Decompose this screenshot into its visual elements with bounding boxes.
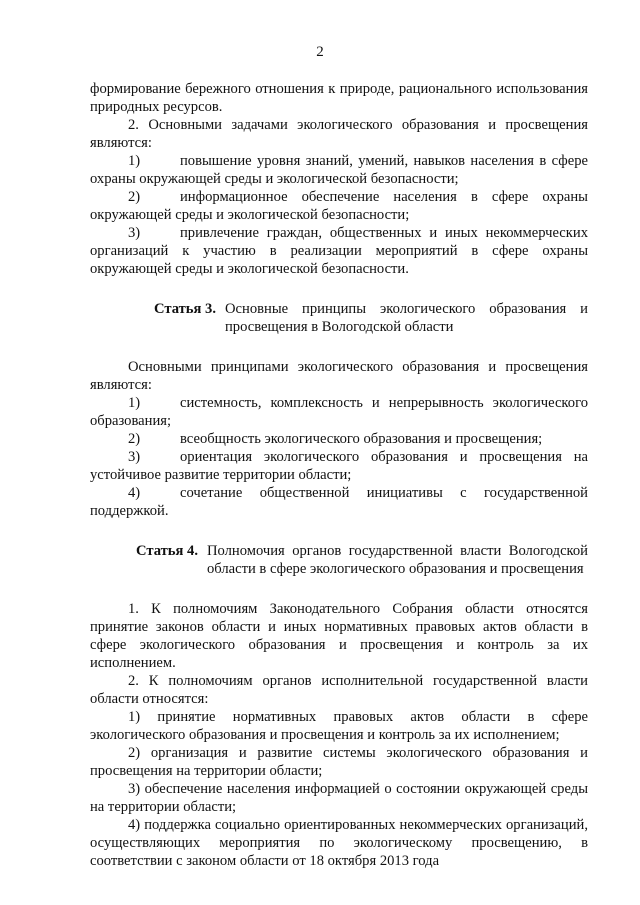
list-item-number: 1) bbox=[128, 395, 141, 411]
list-item-number: 2) bbox=[128, 189, 141, 205]
list-item bbox=[90, 448, 588, 484]
list-item bbox=[90, 152, 588, 188]
paragraph-legislative-powers: 1. К полномочиям Законодательного Собрания области относятся принятие законов области и иных нормативных правовых актов области в сфере экологического образования и просвещения и контроль за их исполнением. bbox=[90, 601, 588, 671]
article-4-heading bbox=[90, 542, 588, 578]
list-item: 2) организация и развитие системы экологического образования и просвещения на территории области; bbox=[90, 745, 588, 779]
list-item-number: 1) bbox=[128, 153, 141, 169]
list-item: 4) поддержка социально ориентированных некоммерческих организаций, осуществляющих мероприятия по экологическому просвещению, в соответствии с законом области от 18 октября 2013 года bbox=[90, 817, 588, 869]
list-item: 3) обеспечение населения информацией о состоянии окружающей среды на территории области; bbox=[90, 781, 588, 815]
list-item bbox=[90, 484, 588, 520]
paragraph-principles-intro: Основными принципами экологического образования и просвещения являются: bbox=[90, 359, 588, 393]
article-label: Статья 3. bbox=[154, 301, 216, 317]
article-label: Статья 4. bbox=[136, 543, 198, 559]
list-item-text: системность, комплексность и непрерывность экологического образования; bbox=[90, 395, 588, 429]
list-item-text: сочетание общественной инициативы с государственной поддержкой. bbox=[90, 485, 588, 519]
article-title: Основные принципы экологического образования и просвещения в Вологодской области bbox=[225, 301, 588, 335]
list-item bbox=[90, 430, 588, 448]
list-item-text: информационное обеспечение населения в сфере охраны окружающей среды и экологической безопасности; bbox=[90, 189, 588, 223]
list-item-text: всеобщность экологического образования и просвещения; bbox=[180, 431, 543, 447]
list-item-text: привлечение граждан, общественных и иных некоммерческих организаций к участию в реализации мероприятий в сфере охраны окружающей среды и экологической безопасности. bbox=[90, 225, 588, 277]
paragraph-tasks-intro: 2. Основными задачами экологического образования и просвещения являются: bbox=[90, 117, 588, 151]
article-3-heading bbox=[90, 300, 588, 336]
list-item-number: 3) bbox=[128, 225, 141, 241]
list-item-text: повышение уровня знаний, умений, навыков населения в сфере охраны окружающей среды и экологической безопасности; bbox=[90, 153, 588, 187]
document-body bbox=[90, 80, 588, 870]
list-item bbox=[90, 224, 588, 278]
list-item: 1) принятие нормативных правовых актов области в сфере экологического образования и просвещения и контроль за их исполнением; bbox=[90, 709, 588, 743]
list-item bbox=[90, 394, 588, 430]
paragraph-continuation: формирование бережного отношения к природе, рационального использования природных ресурсов. bbox=[90, 81, 588, 115]
list-item-text: ориентация экологического образования и просвещения на устойчивое развитие территории области; bbox=[90, 449, 588, 483]
list-item-number: 4) bbox=[128, 485, 141, 501]
list-item bbox=[90, 188, 588, 224]
paragraph-executive-powers-intro: 2. К полномочиям органов исполнительной государственной власти области относятся: bbox=[90, 673, 588, 707]
page-number: 2 bbox=[316, 44, 324, 60]
article-title: Полномочия органов государственной власти Вологодской области в сфере экологического образования и просвещения bbox=[207, 543, 588, 577]
list-item-number: 3) bbox=[128, 449, 141, 465]
list-item-number: 2) bbox=[128, 431, 141, 447]
